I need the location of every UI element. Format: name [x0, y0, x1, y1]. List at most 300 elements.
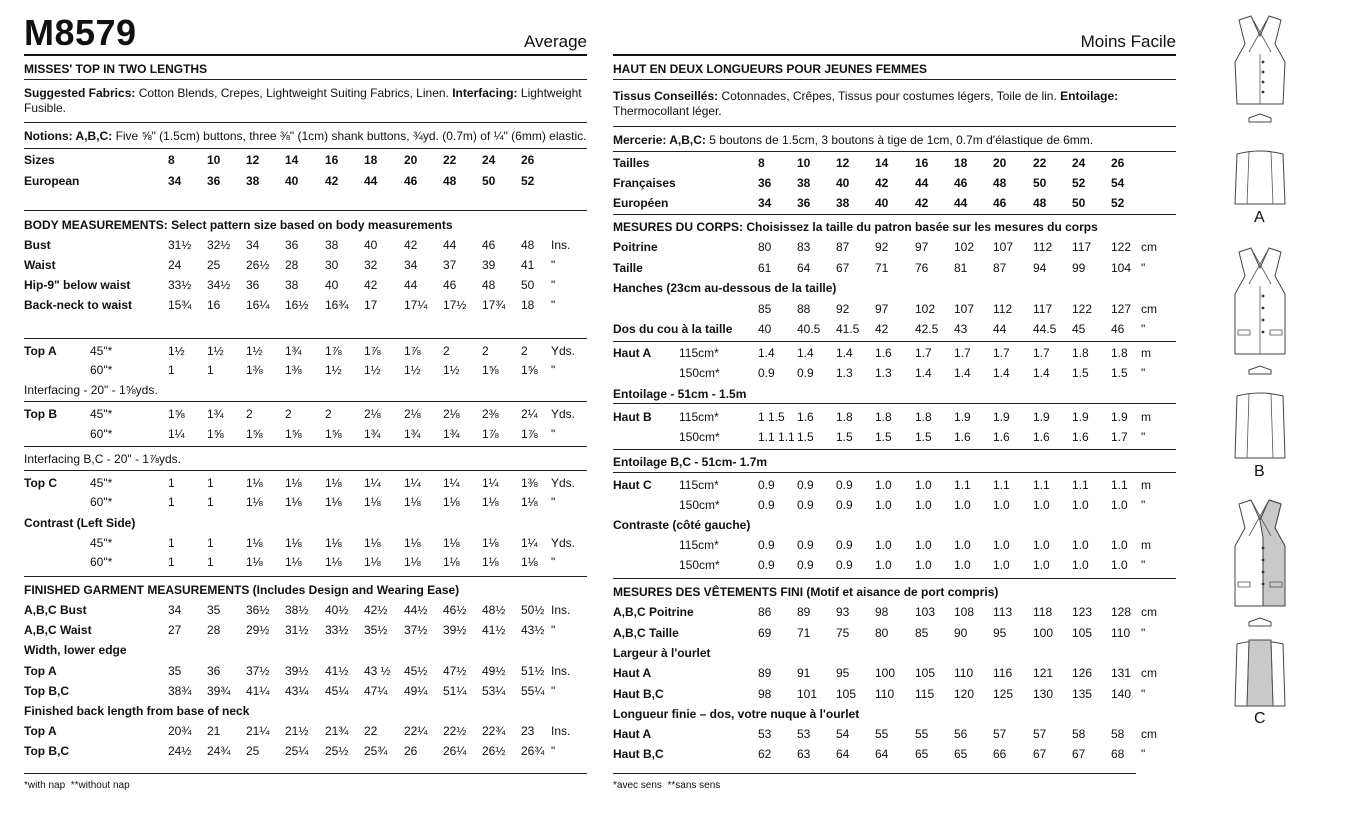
cell-value: 30 — [325, 258, 339, 272]
cell-value: 2⅛ — [404, 407, 421, 421]
unit-label: Ins. — [551, 724, 571, 738]
cell-value: 110 — [1111, 626, 1131, 640]
sizes-label: Sizes — [24, 153, 55, 167]
cell-value: 41.5 — [836, 322, 860, 336]
cell-value: 21¼ — [246, 724, 270, 738]
cell-value: 25½ — [325, 744, 349, 758]
cell-value: 22 — [1033, 156, 1047, 170]
unit-label: " — [551, 744, 556, 758]
cell-value: 55¼ — [521, 684, 545, 698]
cell-value: 1.0 — [954, 558, 971, 572]
tailles-label: Tailles — [613, 156, 650, 170]
cell-value: 0.9 — [758, 478, 775, 492]
width-heading: Width, lower edge — [24, 643, 127, 657]
view-b-back-illustration — [1205, 388, 1315, 468]
cell-value: 1⅝ — [285, 427, 302, 441]
cell-value: 110 — [875, 687, 895, 701]
cell-value: 1¼ — [443, 476, 460, 490]
cell-value: 99 — [1072, 261, 1086, 275]
fabric-width: 45"* — [90, 476, 113, 490]
cell-value: 1.9 — [1072, 410, 1089, 424]
cell-value: 1.6 — [1072, 430, 1089, 444]
cell-value: 1⅝ — [325, 427, 342, 441]
cell-value: 12 — [836, 156, 850, 170]
cell-value: 38 — [285, 278, 299, 292]
unit-label: cm — [1141, 240, 1157, 254]
cell-value: 31½ — [168, 238, 192, 252]
difficulty-level-fr: Moins Facile — [1080, 32, 1176, 51]
cell-value: 54 — [1111, 176, 1125, 190]
cell-value: 1.4 — [797, 346, 814, 360]
unit-label: " — [1141, 261, 1146, 275]
cell-value: 1 — [207, 363, 214, 377]
cell-value: 49¼ — [404, 684, 428, 698]
cell-value: 40 — [875, 196, 889, 210]
cell-value: 16 — [915, 156, 929, 170]
cell-value: 1.6 — [993, 430, 1010, 444]
cell-value: 1⅛ — [404, 495, 421, 509]
cell-value: 0.9 — [758, 538, 775, 552]
unit-label: cm — [1141, 666, 1157, 680]
unit-label: " — [1141, 747, 1146, 761]
cell-value: 1⅛ — [325, 536, 342, 550]
cell-value: 1.8 — [1111, 346, 1128, 360]
haut-a-label: Haut A — [613, 346, 652, 360]
cell-value: 46 — [1111, 322, 1125, 336]
cell-value: 36½ — [246, 603, 270, 617]
cell-value: 92 — [875, 240, 889, 254]
cell-value: 1½ — [325, 363, 342, 377]
body-measurements-heading: BODY MEASUREMENTS: Select pattern size based on body measurements — [24, 218, 453, 232]
cell-value: 40 — [325, 278, 339, 292]
fabric-width: 150cm* — [679, 558, 720, 572]
cell-value: 85 — [758, 302, 772, 316]
cell-value: 46 — [443, 278, 457, 292]
divider — [613, 773, 1136, 774]
unit-label: Yds. — [551, 476, 576, 490]
cell-value: 1 — [168, 555, 175, 569]
cell-value: 90 — [954, 626, 968, 640]
unit-label: " — [551, 427, 556, 441]
europeen-label: Européen — [613, 196, 669, 210]
cell-value: 107 — [954, 302, 975, 316]
unit-label: " — [1141, 430, 1146, 444]
unit-label: " — [551, 555, 556, 569]
cell-value: 42 — [404, 238, 418, 252]
pattern-code: M8579 — [24, 12, 137, 53]
cell-value: 1⅛ — [443, 555, 460, 569]
cell-value: 107 — [993, 240, 1014, 254]
cell-value: 15¾ — [168, 298, 192, 312]
cell-value: 1.0 — [954, 498, 971, 512]
cell-value: 1¾ — [443, 427, 460, 441]
cell-value: 1½ — [168, 344, 185, 358]
cell-value: 1⅛ — [285, 495, 302, 509]
cell-value: 1.4 — [993, 366, 1010, 380]
cell-value: 1½ — [364, 363, 381, 377]
cell-value: 48 — [482, 278, 496, 292]
cell-value: 1.0 — [1033, 558, 1050, 572]
cell-value: 100 — [875, 666, 896, 680]
cell-value: 33½ — [325, 623, 349, 637]
cell-value: 97 — [875, 302, 889, 316]
cell-value: 1⅛ — [482, 536, 499, 550]
cell-value: 71 — [797, 626, 811, 640]
divider — [24, 210, 587, 211]
cell-value: 118 — [1033, 605, 1053, 619]
cell-value: 86 — [758, 605, 772, 619]
cell-value: 52 — [521, 174, 535, 188]
unit-label: m — [1141, 346, 1151, 360]
cell-value: 55 — [875, 727, 889, 741]
cell-value: 94 — [1033, 261, 1047, 275]
cell-value: 91 — [797, 666, 811, 680]
cell-value: 88 — [797, 302, 811, 316]
cell-value: 38½ — [285, 603, 309, 617]
divider — [613, 449, 1176, 450]
cell-value: 42 — [915, 196, 929, 210]
finished-heading: FINISHED GARMENT MEASUREMENTS (Includes Design and Wearing Ease) — [24, 583, 460, 597]
section-title: MISSES' TOP IN TWO LENGTHS — [24, 62, 208, 76]
cell-value: 1⅛ — [364, 555, 381, 569]
cell-value: 1.8 — [1072, 346, 1089, 360]
cell-value: 1.5 — [836, 430, 853, 444]
cell-value: 1.4 — [915, 366, 932, 380]
cell-value: 1.4 — [1033, 366, 1050, 380]
cell-value: 39½ — [443, 623, 467, 637]
cell-value: 16¾ — [325, 298, 349, 312]
cell-value: 22 — [364, 724, 378, 738]
cell-value: 57 — [1033, 727, 1047, 741]
cell-value: 1.1 1.1 — [758, 430, 795, 444]
cell-value: 1⅛ — [246, 495, 263, 509]
top-b-label: Top B — [24, 407, 58, 421]
cell-value: 39½ — [285, 664, 309, 678]
cell-value: 1.7 — [915, 346, 932, 360]
cell-value: 1.4 — [954, 366, 971, 380]
cell-value: 40 — [836, 176, 850, 190]
cell-value: 1.7 — [993, 346, 1010, 360]
cell-value: 0.9 — [836, 538, 853, 552]
cell-value: 41½ — [325, 664, 349, 678]
cell-value: 45½ — [404, 664, 428, 678]
cell-value: 8 — [168, 153, 175, 167]
cell-value: 104 — [1111, 261, 1132, 275]
cell-value: 1.6 — [954, 430, 971, 444]
cell-value: 1.5 — [875, 430, 892, 444]
row-label: Top A — [24, 724, 57, 738]
unit-label: " — [551, 363, 556, 377]
cell-value: 87 — [836, 240, 850, 254]
cell-value: 20 — [404, 153, 418, 167]
cell-value: 1⅛ — [285, 555, 302, 569]
cell-value: 41 — [521, 258, 535, 272]
cell-value: 46 — [482, 238, 496, 252]
view-c-back-illustration — [1205, 636, 1315, 716]
cell-value: 37½ — [246, 664, 270, 678]
cell-value: 1.4 — [836, 346, 853, 360]
cell-value: 26 — [521, 153, 535, 167]
cell-value: 56 — [954, 727, 968, 741]
cell-value: 2¼ — [521, 407, 538, 421]
cell-value: 1.0 — [954, 538, 971, 552]
row-label: Haut A — [613, 666, 652, 680]
cell-value: 110 — [954, 666, 974, 680]
fabric-width: 45"* — [90, 536, 113, 550]
cell-value: 43 ½ — [364, 664, 391, 678]
cell-value: 12 — [246, 153, 260, 167]
view-b-label: B — [1254, 463, 1265, 480]
cell-value: 17½ — [443, 298, 467, 312]
cell-value: 36 — [758, 176, 772, 190]
view-a-label: A — [1254, 209, 1265, 226]
cell-value: 0.9 — [758, 366, 775, 380]
cell-value: 29½ — [246, 623, 270, 637]
cell-value: 75 — [836, 626, 850, 640]
cell-value: 1⅝ — [482, 363, 499, 377]
cell-value: 25¾ — [364, 744, 388, 758]
cell-value: 1.0 — [1072, 558, 1089, 572]
cell-value: 36 — [246, 278, 260, 292]
cell-value: 126 — [1072, 666, 1093, 680]
cell-value: 1 — [168, 495, 175, 509]
cell-value: 17 — [364, 298, 378, 312]
cell-value: 1¾ — [207, 407, 224, 421]
cell-value: 1.0 — [993, 558, 1010, 572]
cell-value: 53 — [797, 727, 811, 741]
unit-label: " — [551, 684, 556, 698]
cell-value: 68 — [1111, 747, 1125, 761]
cell-value: 83 — [797, 240, 811, 254]
cell-value: 66 — [993, 747, 1007, 761]
cell-value: 1⅛ — [364, 536, 381, 550]
top-a-label: Top A — [24, 344, 57, 358]
cell-value: 47¼ — [364, 684, 388, 698]
divider — [613, 341, 1176, 342]
unit-label: " — [1141, 366, 1146, 380]
cell-value: 122 — [1072, 302, 1093, 316]
cell-value: 117 — [1072, 240, 1092, 254]
cell-value: 21½ — [285, 724, 309, 738]
cell-value: 46 — [954, 176, 968, 190]
entoilage-a: Entoilage - 51cm - 1.5m — [613, 387, 747, 401]
cell-value: 1⅛ — [482, 555, 499, 569]
cell-value: 46 — [993, 196, 1007, 210]
unit-label: Ins. — [551, 664, 571, 678]
cell-value: 1.0 — [1072, 498, 1089, 512]
cell-value: 1⅞ — [404, 344, 421, 358]
cell-value: 1⅛ — [325, 476, 342, 490]
cell-value: 40.5 — [797, 322, 821, 336]
unit-label: " — [1141, 498, 1146, 512]
unit-label: m — [1141, 478, 1151, 492]
cell-value: 1.8 — [836, 410, 853, 424]
cell-value: 45¼ — [325, 684, 349, 698]
cell-value: 48 — [521, 238, 535, 252]
view-b-front-illustration — [1205, 246, 1315, 376]
fabric-width: 45"* — [90, 407, 113, 421]
fabric-width: 60"* — [90, 495, 113, 509]
fabric-width: 115cm* — [679, 478, 719, 492]
cell-value: 63 — [797, 747, 811, 761]
row-label: Waist — [24, 258, 56, 272]
cell-value: 22¾ — [482, 724, 506, 738]
cell-value: 1¼ — [364, 476, 381, 490]
cell-value: 2 — [285, 407, 292, 421]
cell-value: 52 — [1111, 196, 1125, 210]
divider — [24, 773, 587, 774]
cell-value: 1⅛ — [404, 555, 421, 569]
cell-value: 89 — [797, 605, 811, 619]
cell-value: 1½ — [404, 363, 421, 377]
fabric-width: 150cm* — [679, 366, 720, 380]
cell-value: 1⅛ — [364, 495, 381, 509]
cell-value: 62 — [758, 747, 772, 761]
cell-value: 32 — [364, 258, 378, 272]
divider — [613, 214, 1176, 215]
footnote-fr: *avec sens **sans sens — [613, 780, 721, 791]
cell-value: 38 — [797, 176, 811, 190]
view-c-label: C — [1254, 710, 1266, 727]
cell-value: 65 — [915, 747, 929, 761]
cell-value: 0.9 — [797, 558, 814, 572]
unit-label: Yds. — [551, 536, 576, 550]
cell-value: 1.0 — [1033, 498, 1050, 512]
cell-value: 42.5 — [915, 322, 939, 336]
cell-value: 44 — [443, 238, 457, 252]
cell-value: 35½ — [364, 623, 388, 637]
cell-value: 23 — [521, 724, 535, 738]
row-label: Dos du cou à la taille — [613, 322, 733, 336]
cell-value: 26½ — [246, 258, 270, 272]
cell-value: 41½ — [482, 623, 506, 637]
cell-value: 1⅛ — [246, 536, 263, 550]
unit-label: m — [1141, 410, 1151, 424]
tissus-conseilles: Tissus Conseillés: Cotonnades, Crêpes, Tissus pour costumes légers, Toile de lin. Entoilage: Thermocollant léger. — [613, 89, 1119, 118]
unit-label: Yds. — [551, 407, 576, 421]
cell-value: 123 — [1072, 605, 1093, 619]
cell-value: 39 — [482, 258, 496, 272]
mesures-vetements-heading: MESURES DES VÊTEMENTS FINI (Motif et aisance de port compris) — [613, 585, 999, 599]
cell-value: 14 — [875, 156, 889, 170]
cell-value: 95 — [993, 626, 1007, 640]
cell-value: 1.1 — [1033, 478, 1050, 492]
cell-value: 108 — [954, 605, 975, 619]
cell-value: 1.0 — [915, 498, 932, 512]
cell-value: 1 — [168, 363, 175, 377]
european-label: European — [24, 174, 80, 188]
cell-value: 22½ — [443, 724, 467, 738]
cell-value: 97 — [915, 240, 929, 254]
divider — [24, 401, 587, 402]
row-label: Back-neck to waist — [24, 298, 133, 312]
difficulty-level: Average — [523, 32, 587, 51]
fabric-width: 150cm* — [679, 498, 720, 512]
cell-value: 1.0 — [1033, 538, 1050, 552]
cell-value: 2 — [325, 407, 332, 421]
cell-value: 16 — [325, 153, 339, 167]
length-heading: Finished back length from base of neck — [24, 704, 250, 718]
cell-value: 33½ — [168, 278, 192, 292]
cell-value: 105 — [836, 687, 857, 701]
cell-value: 1⅜ — [246, 363, 263, 377]
mercerie: Mercerie: A,B,C: 5 boutons de 1.5cm, 3 boutons à tige de 1cm, 0.7m d'élastique de 6mm. — [613, 133, 1094, 147]
cell-value: 85 — [915, 626, 929, 640]
haut-b-label: Haut B — [613, 410, 652, 424]
cell-value: 1⅜ — [285, 363, 302, 377]
cell-value: 34 — [758, 196, 772, 210]
entoilage-bc: Entoilage B,C - 51cm- 1.7m — [613, 455, 768, 469]
cell-value: 1⅜ — [521, 476, 538, 490]
cell-value: 44 — [993, 322, 1007, 336]
cell-value: 1⅝ — [521, 363, 538, 377]
cell-value: 1⅝ — [246, 427, 263, 441]
cell-value: 25¼ — [285, 744, 309, 758]
fabric-width: 115cm* — [679, 346, 719, 360]
cell-value: 92 — [836, 302, 850, 316]
largeur-heading: Largeur à l'ourlet — [613, 646, 711, 660]
cell-value: 76 — [915, 261, 929, 275]
divider — [24, 446, 587, 447]
cell-value: 50 — [1033, 176, 1047, 190]
fabric-width: 60"* — [90, 555, 113, 569]
cell-value: 1⅛ — [325, 495, 342, 509]
cell-value: 46 — [404, 174, 418, 188]
cell-value: 2 — [521, 344, 528, 358]
footnote: *with nap **without nap — [24, 780, 130, 791]
francaises-label: Françaises — [613, 176, 676, 190]
interfacing-a: Interfacing - 20" - 1⅝yds. — [24, 383, 158, 397]
cell-value: 24 — [168, 258, 182, 272]
hanches-label: Hanches (23cm au-dessous de la taille) — [613, 281, 837, 295]
cell-value: 50 — [521, 278, 535, 292]
cell-value: 125 — [993, 687, 1014, 701]
cell-value: 48 — [1033, 196, 1047, 210]
cell-value: 32½ — [207, 238, 231, 252]
cell-value: 1¼ — [404, 476, 421, 490]
cell-value: 1.0 — [875, 558, 892, 572]
cell-value: 1⅝ — [168, 407, 185, 421]
cell-value: 17¾ — [482, 298, 506, 312]
cell-value: 130 — [1033, 687, 1054, 701]
cell-value: 1.7 — [1033, 346, 1050, 360]
unit-label: cm — [1141, 727, 1157, 741]
cell-value: 10 — [207, 153, 221, 167]
unit-label: " — [551, 278, 556, 292]
cell-value: 105 — [1072, 626, 1093, 640]
cell-value: 98 — [875, 605, 889, 619]
cell-value: 1.0 — [993, 498, 1010, 512]
cell-value: 1½ — [246, 344, 263, 358]
unit-label: " — [1141, 626, 1146, 640]
row-label: A,B,C Poitrine — [613, 605, 694, 619]
cell-value: 46½ — [443, 603, 467, 617]
row-label: Bust — [24, 238, 51, 252]
cell-value: 20¾ — [168, 724, 192, 738]
cell-value: 1 — [207, 495, 214, 509]
cell-value: 1⅝ — [207, 427, 224, 441]
cell-value: 140 — [1111, 687, 1132, 701]
cell-value: 26¼ — [443, 744, 467, 758]
fabric-width: 115cm* — [679, 538, 719, 552]
cell-value: 95 — [836, 666, 850, 680]
cell-value: 1.6 — [797, 410, 814, 424]
cell-value: 1⅞ — [364, 344, 381, 358]
cell-value: 0.9 — [797, 538, 814, 552]
cell-value: 1⅛ — [246, 555, 263, 569]
unit-label: " — [1141, 558, 1146, 572]
cell-value: 1.0 — [1111, 538, 1128, 552]
